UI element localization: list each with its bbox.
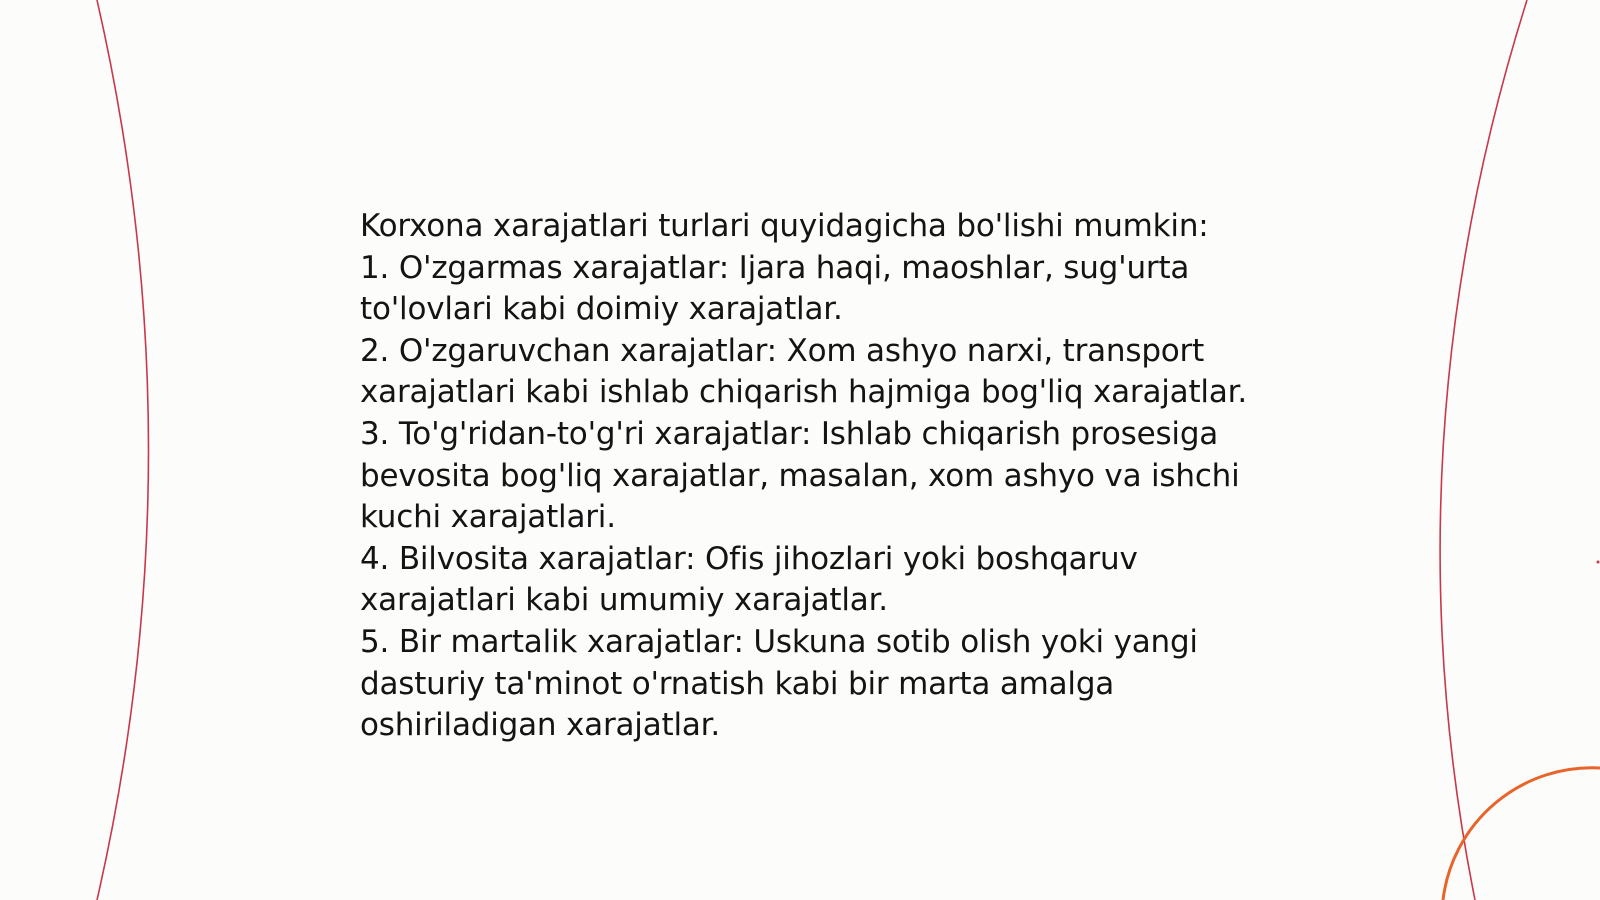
right-curve-line (1440, 0, 1527, 900)
left-curve-line (97, 0, 149, 900)
list-item: 5. Bir martalik xarajatlar: Uskuna sotib olish yoki yangi dasturiy ta'minot o'rnatish kabi bir marta amalga oshiriladigan xarajatlar. (360, 623, 1198, 744)
slide-text-block (360, 206, 1260, 747)
intro-text: Korxona xarajatlari turlari quyidagicha bo'lishi mumkin: (360, 208, 1209, 244)
cost-types-list (360, 248, 1260, 747)
list-item: 1. O'zgarmas xarajatlar: Ijara haqi, maoshlar, sug'urta to'lovlari kabi doimiy xarajatlar. (360, 249, 1190, 328)
right-edge-mark (1597, 561, 1600, 564)
list-item: 4. Bilvosita xarajatlar: Ofis jihozlari yoki boshqaruv xarajatlari kabi umumiy xarajatlar. (360, 540, 1138, 619)
list-item: 3. To'g'ridan-to'g'ri xarajatlar: Ishlab chiqarish prosesiga bevosita bog'liq xarajatlar, masalan, xom ashyo va ishchi kuchi xarajatlari. (360, 415, 1240, 536)
list-item: 2. O'zgaruvchan xarajatlar: Xom ashyo narxi, transport xarajatlari kabi ishlab chiqarish hajmiga bog'liq xarajatlar. (360, 332, 1247, 411)
orange-arc (1443, 768, 1600, 900)
